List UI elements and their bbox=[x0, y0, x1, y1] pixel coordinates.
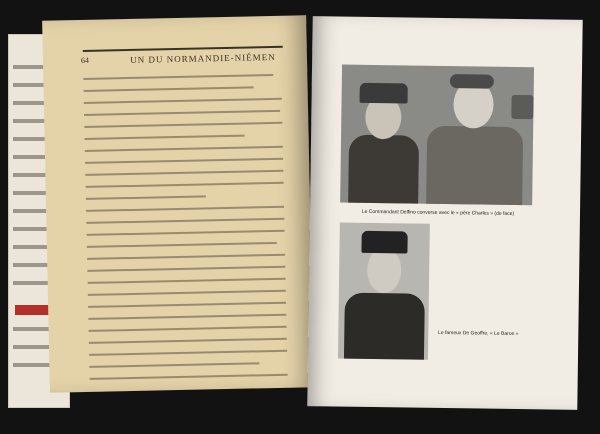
body-text-line bbox=[89, 326, 287, 332]
body-text-line bbox=[89, 338, 287, 344]
body-text-line bbox=[86, 195, 206, 200]
header-rule bbox=[83, 46, 283, 52]
left-page bbox=[42, 15, 314, 392]
right-page bbox=[307, 16, 582, 410]
officer-face bbox=[367, 247, 402, 293]
body-text-line bbox=[84, 110, 280, 116]
bottom-photo-caption: Le fameux De Geoffre, « Le Baron » bbox=[438, 329, 519, 338]
top-photo-caption: Le Commandant Delfino converse avec le « père Charles » (de face) bbox=[361, 208, 515, 217]
body-text-line bbox=[84, 122, 282, 128]
body-text-line bbox=[85, 135, 245, 140]
body-text-line bbox=[88, 314, 286, 320]
body-text-line bbox=[89, 350, 287, 356]
page-number: 64 bbox=[80, 55, 90, 65]
body-text-line bbox=[88, 290, 286, 296]
officer-right-cap bbox=[450, 74, 494, 89]
body-text-line bbox=[88, 302, 286, 308]
body-text-line bbox=[86, 206, 284, 212]
body-text-line bbox=[90, 374, 288, 380]
body-text-line bbox=[84, 98, 282, 104]
officer-coat bbox=[344, 293, 425, 360]
body-text-line bbox=[85, 158, 283, 164]
body-text-line bbox=[87, 242, 277, 248]
body-text-line bbox=[84, 86, 254, 92]
vehicle bbox=[511, 95, 533, 119]
body-text-line bbox=[86, 182, 284, 188]
officer-right-coat bbox=[426, 126, 523, 205]
body-text-line bbox=[85, 170, 283, 176]
body-text-line bbox=[87, 254, 285, 260]
officer-left-coat bbox=[348, 135, 419, 206]
bottom-photo bbox=[338, 223, 430, 360]
body-text-line bbox=[87, 266, 285, 272]
officer-cap bbox=[361, 231, 407, 254]
body-text-line bbox=[83, 74, 273, 80]
body-text-line bbox=[85, 146, 283, 152]
body-text-line bbox=[86, 218, 284, 224]
top-photo bbox=[340, 65, 534, 206]
body-text-line bbox=[87, 230, 285, 236]
officer-left-cap bbox=[360, 83, 408, 104]
body-text-line bbox=[88, 278, 286, 284]
body-text-line bbox=[89, 362, 259, 368]
running-head: UN DU NORMANDIE-NIÉMEN bbox=[130, 51, 276, 65]
